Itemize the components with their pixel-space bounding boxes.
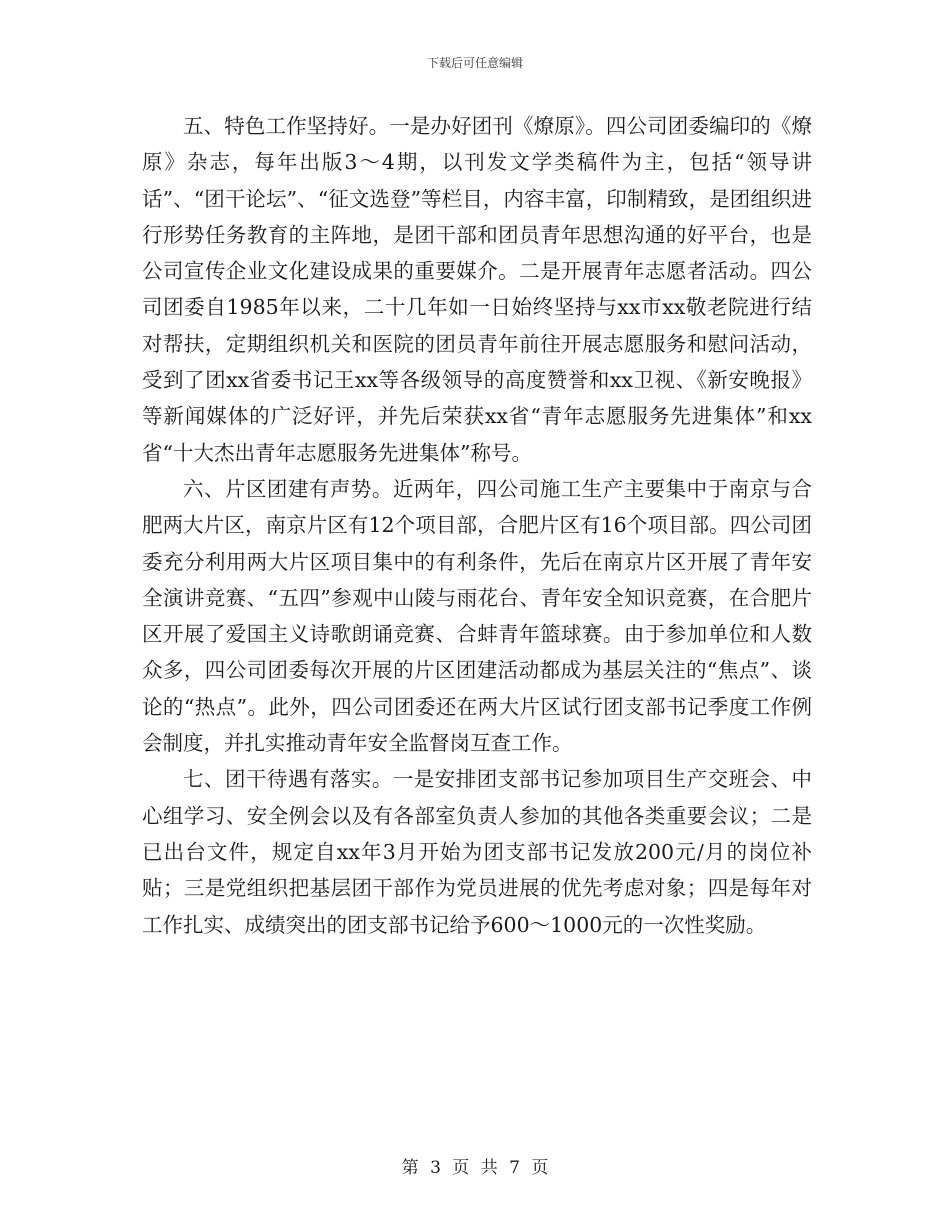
paragraph-7: 七、团干待遇有落实。一是安排团支部书记参加项目生产交班会、中心组学习、安全例会以及有各部室负责人参加的其他各类重要会议；二是已出台文件，规定自xx年3月开始为团支部书记发放200元/月的岗位补贴；三是党组织把基层团干部作为党员进展的优先考虑对象；四是每年对工作扎实、成绩突出的团支部书记给予600～1000元的一次性奖励。: [142, 767, 812, 937]
page-number: 第 3 页 共 7 页: [401, 1158, 549, 1178]
document-body: [142, 108, 812, 943]
paragraph-6: 六、片区团建有声势。近两年，四公司施工生产主要集中于南京与合肥两大片区，南京片区有12个项目部，合肥片区有16个项目部。四公司团委充分利用两大片区项目集中的有利条件，先后在南京片区开展了青年安全演讲竞赛、“五四”参观中山陵与雨花台、青年安全知识竞赛，在合肥片区开展了爱国主义诗歌朗诵竞赛、合蚌青年篮球赛。由于参加单位和人数众多，四公司团委每次开展的片区团建活动都成为基层关注的“焦点”、谈论的“热点”。此外，四公司团委还在两大片区试行团支部书记季度工作例会制度，并扎实推动青年安全监督岗互查工作。: [142, 476, 812, 756]
paragraph-5: 五、特色工作坚持好。一是办好团刊《燎原》。四公司团委编印的《燎原》杂志，每年出版3～4期，以刊发文学类稿件为主，包括“领导讲话”、“团干论坛”、“征文选登”等栏目，内容丰富，印制精致，是团组织进行形势任务教育的主阵地，是团干部和团员青年思想沟通的好平台，也是公司宣传企业文化建设成果的重要媒介。二是开展青年志愿者活动。四公司团委自1985年以来，二十几年如一日始终坚持与xx市xx敬老院进行结对帮扶，定期组织机关和医院的团员青年前往开展志愿服务和慰问活动，受到了团xx省委书记王xx等各级领导的高度赞誉和xx卫视、《新安晚报》等新闻媒体的广泛好评，并先后荣获xx省“青年志愿服务先进集体”和xx省“十大杰出青年志愿服务先进集体”称号。: [142, 114, 812, 465]
header-note: 下载后可任意编辑: [426, 56, 523, 70]
